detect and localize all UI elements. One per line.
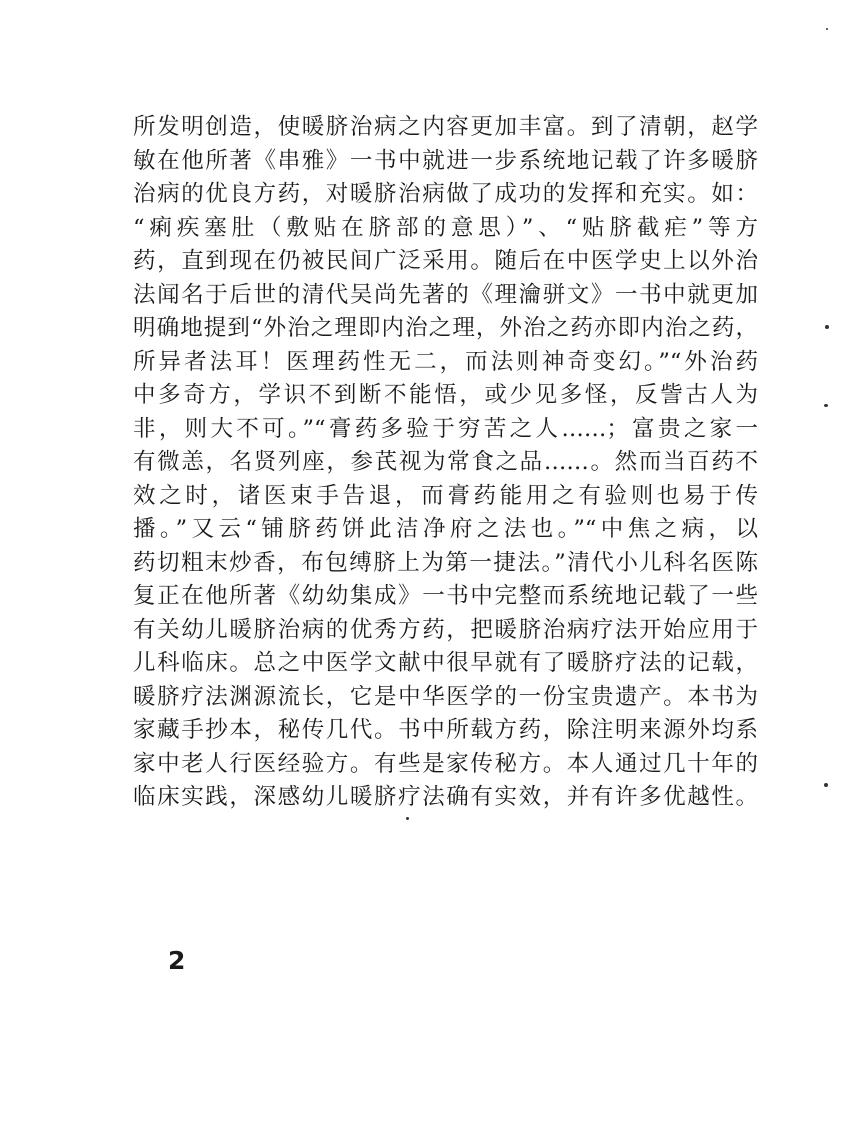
text-line: 临床实践，深感幼儿暖脐疗法确有实效，并有许多优越性。 xyxy=(133,784,758,810)
text-line: 非，则大不可。”“膏药多验于穷苦之人……；富贵之家一 xyxy=(133,415,758,442)
text-line: 复正在他所著《幼幼集成》一书中完整而系统地记载了一些 xyxy=(133,583,758,609)
text-line: 所异者法耳！医理药性无二，而法则神奇变幻。”“外治药 xyxy=(133,348,758,375)
text-line: 中多奇方，学识不到断不能悟，或少见多怪，反訾古人为 xyxy=(133,382,758,408)
text-line: “痢疾塞肚（敷贴在脐部的意思）”、“贴脐截疟”等方 xyxy=(133,214,758,241)
scan-speck xyxy=(406,817,409,820)
scan-speck xyxy=(824,783,828,787)
text-line: 播。”又云“铺脐药饼此洁净府之法也。”“中焦之病，以 xyxy=(133,516,758,542)
text-line: 药，直到现在仍被民间广泛采用。随后在中医学史上以外治 xyxy=(133,248,758,274)
text-line: 治病的优良方药，对暖脐治病做了成功的发挥和充实。如： xyxy=(133,181,758,207)
scan-speck xyxy=(824,404,828,407)
text-line: 家中老人行医经验方。有些是家传秘方。本人通过几十年的 xyxy=(133,750,758,777)
text-line: 家藏手抄本，秘传几代。书中所载方药，除注明来源外均系 xyxy=(133,717,758,743)
text-line: 明确地提到“外治之理即内治之理，外治之药亦即内治之药， xyxy=(133,315,758,341)
text-line: 敏在他所著《串雅》一书中就进一步系统地记载了许多暖脐 xyxy=(133,147,758,174)
text-line: 法闻名于后世的清代吴尚先著的《理瀹骈文》一书中就更加 xyxy=(133,281,758,308)
text-line: 效之时，诸医束手告退，而膏药能用之有验则也易于传 xyxy=(133,482,758,509)
text-line: 药切粗末炒香，布包缚脐上为第一捷法。”清代小儿科名医陈 xyxy=(133,549,758,576)
scan-speck xyxy=(825,325,829,329)
text-line: 有关幼儿暖脐治病的优秀方药，把暖脐治病疗法开始应用于 xyxy=(133,616,758,643)
page-number: 2 xyxy=(168,946,186,975)
scan-speck xyxy=(826,28,828,30)
text-line: 所发明创造，使暖脐治病之内容更加丰富。到了清朝，赵学 xyxy=(133,114,758,140)
text-line: 有微恙，名贤列座，参芪视为常食之品……。然而当百药不 xyxy=(133,449,758,475)
text-line: 儿科临床。总之中医学文献中很早就有了暖脐疗法的记载， xyxy=(133,650,758,676)
body-text xyxy=(133,111,758,815)
text-line: 暖脐疗法渊源流长，它是中华医学的一份宝贵遗产。本书为 xyxy=(133,683,758,710)
